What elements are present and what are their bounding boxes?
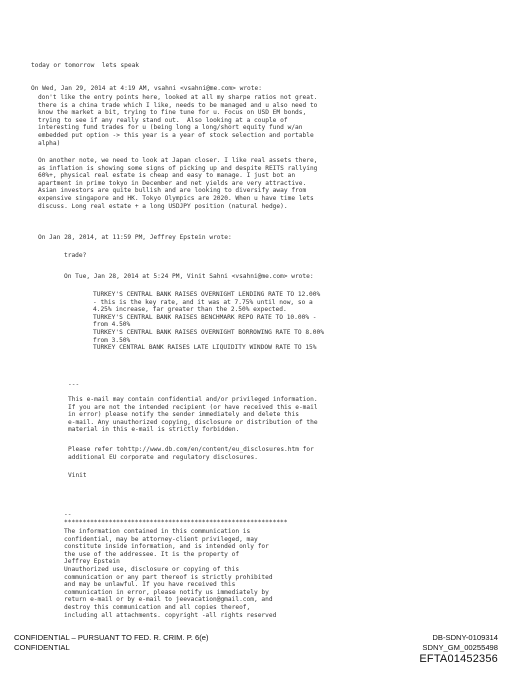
confidential-label: CONFIDENTIAL	[14, 643, 70, 652]
signature-separator: ---	[68, 381, 80, 388]
top-reply: today or tomorrow lets speak	[31, 62, 140, 69]
disclaimer-epstein: The information contained in this communication is confidential, may be attorney-client privileged, may constitute inside information, and is intended only for the use of the addressee. It is the property of Jeffrey Epstein Unauthorized use, disclosure or copying of this communication or any part thereof is strictly prohibited and may be unlawful. If you have received this communication in error, please notify us immediately by return e-mail or by e-mail to jeevacation@gmail.com, and destroy this communication and all copies thereof, including all attachments. copyright -all rights reserved	[64, 528, 277, 619]
disclaimer-eu: Please refer tohttp://www.db.com/en/content/eu_disclosures.htm for additional EU corporate and regulatory disclosures.	[68, 446, 314, 461]
quote3-header: On Tue, Jan 28, 2014 at 5:24 PM, Vinit Sahni <vsahni@me.com> wrote:	[64, 273, 314, 280]
confidential-notice: CONFIDENTIAL – PURSUANT TO FED. R. CRIM. P. 6(e)	[14, 633, 209, 642]
separator-stars: ************************************************************	[64, 519, 288, 526]
footer-right	[419, 633, 498, 666]
bates-number-sdny: SDNY_GM_00255498	[422, 643, 498, 652]
footer-left	[14, 633, 209, 653]
quote1-paragraph-2: On another note, we need to look at Japan closer. I like real assets there, as inflation is showing some signs of picking up and despite REITS rallying 60%+, physical real estate is cheap and easy to manage. I just bot an apartment in prime tokyo in December and net yields are very attractive. Asian investors are quite bullish and are looking to diversify away from expensive singapore and HK. Tokyo Olympics are 2020. When u have time lets discuss. Long real estate + a long USDJPY position (natural hedge).	[38, 157, 318, 210]
bates-number-efta: EFTA01452356	[419, 653, 498, 665]
separator-dashes: --	[64, 511, 72, 518]
quote1-paragraph-1: don't like the entry points here, looked at all my sharpe ratios not great. there is a china trade which I like, needs to be managed and u also need to know the market a bit, trying to fine tune for u. Focus on USD EM bonds, trying to see if any really stand out. Also looking at a couple of interesting fund trades for u (being long a long/short equity fund w/an embedded put option -> this year is a year of stock selection and portable alpha)	[38, 94, 318, 147]
quote3-news: TURKEY'S CENTRAL BANK RAISES OVERNIGHT LENDING RATE TO 12.00% - this is the key rate, and it was at 7.75% until now, so a 4.25% increase, far greater than the 2.50% expected. TURKEY'S CENTRAL BANK RAISES BENCHMARK REPO RATE TO 10.00% - from 4.50% TURKEY'S CENTRAL BANK RAISES OVERNIGHT BORROWING RATE TO 8.00% from 3.50% TURKEY CENTRAL BANK RAISES LATE LIQUIDITY WINDOW RATE TO 15%	[93, 291, 324, 352]
sender-name: Vinit	[68, 472, 87, 479]
disclaimer-confidential: This e-mail may contain confidential and/or privileged information. If you are not the intended recipient (or have received this e-mail in error) please notify the sender immediately and delete this e-mail. Any unauthorized copying, disclosure or distribution of the material in this e-mail is strictly forbidden.	[68, 396, 318, 434]
quote2-body: trade?	[64, 252, 87, 259]
bates-number-db: DB-SDNY-0109314	[432, 633, 498, 642]
quote2-header: On Jan 28, 2014, at 11:59 PM, Jeffrey Epstein wrote:	[38, 234, 232, 241]
quote1-header: On Wed, Jan 29, 2014 at 4:19 AM, vsahni <vsahni@me.com> wrote:	[31, 85, 262, 92]
